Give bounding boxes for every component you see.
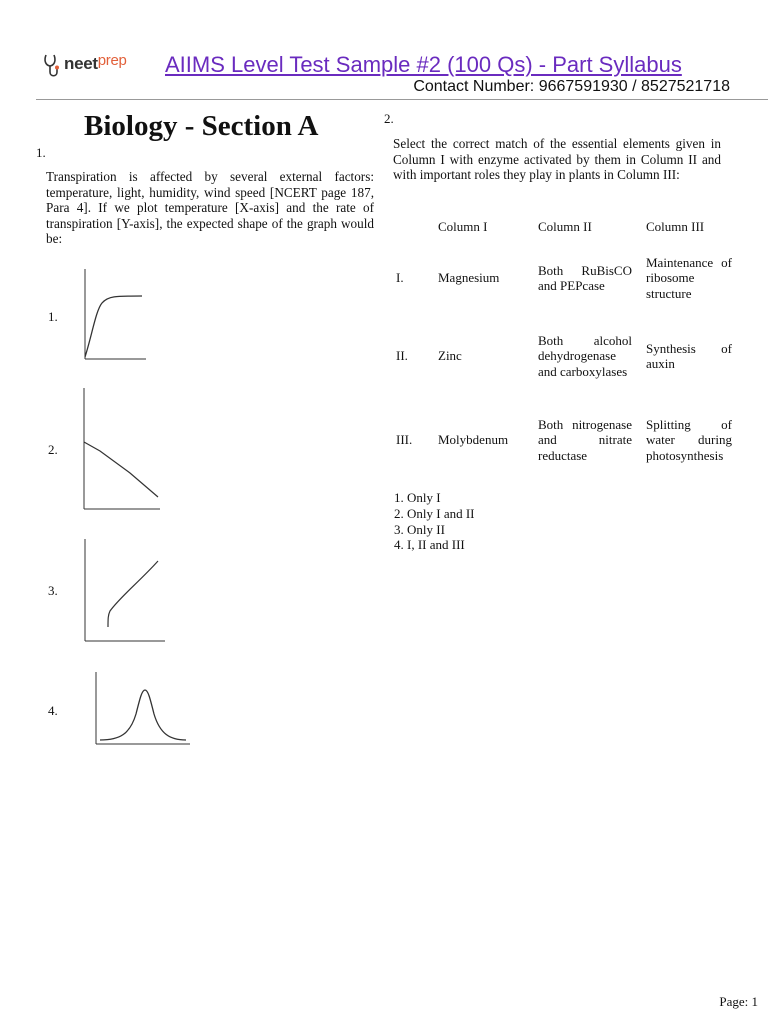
row-roman: I. — [396, 270, 404, 286]
header-divider — [36, 99, 768, 100]
row-element: Molybdenum — [438, 432, 509, 448]
table-header: Column II — [538, 219, 592, 235]
q2-option-3[interactable]: 3. Only II — [394, 521, 445, 537]
table-row — [396, 408, 732, 472]
q2-option-2[interactable]: 2. Only I and II — [394, 505, 475, 521]
test-title-link[interactable]: AIIMS Level Test Sample #2 (100 Qs) - Part Syllabus — [165, 52, 682, 77]
row-role: Splitting of water during photosynthesis — [646, 416, 732, 463]
row-roman: II. — [396, 348, 408, 364]
question-2-number: 2. — [384, 111, 394, 126]
contact-number: Contact Number: 9667591930 / 8527521718 — [413, 78, 730, 95]
q1-option-1-label[interactable]: 1. — [48, 309, 58, 324]
q1-option-2-label[interactable]: 2. — [48, 442, 58, 457]
stethoscope-icon — [42, 52, 64, 80]
q2-option-1[interactable]: 1. Only I — [394, 490, 441, 505]
q1-option-1-graph[interactable] — [80, 265, 150, 365]
q2-option-4[interactable]: 4. I, II and III — [394, 537, 465, 553]
row-enzyme: Both alcohol dehydrogenase and carboxylases — [538, 332, 632, 379]
q1-option-4-graph[interactable] — [90, 670, 195, 750]
table-header-row — [396, 214, 732, 240]
row-element: Zinc — [438, 348, 462, 364]
q1-option-3-graph[interactable] — [80, 535, 170, 645]
q1-option-3-label[interactable]: 3. — [48, 583, 58, 598]
table-header: Column I — [438, 219, 488, 235]
match-table — [396, 214, 732, 472]
question-2-text: Select the correct match of the essential elements given in Column I with enzyme activated by them in Column II and with important roles they play in plants in Column III: — [393, 136, 721, 182]
row-enzyme: Both nitrogenase and nitrate reductase — [538, 416, 632, 463]
row-role: Maintenance of ribosome structure — [646, 254, 732, 301]
q1-option-4-label[interactable]: 4. — [48, 703, 58, 718]
table-row — [396, 252, 732, 304]
q1-option-2-graph[interactable] — [80, 385, 165, 515]
neetprep-logo — [42, 52, 142, 80]
logo-text-neet: neet — [64, 54, 98, 73]
row-roman: III. — [396, 432, 413, 448]
table-header: Column III — [646, 219, 705, 235]
table-row — [396, 324, 732, 388]
section-title: Biology - Section A — [84, 110, 319, 142]
row-element: Magnesium — [438, 270, 500, 286]
question-1-text: Transpiration is affected by several external factors: temperature, light, humidity, wind speed [NCERT page 187, Para 4]. If we plot temperature [X-axis] and the rate of transpiration [Y-axis], the expected shape of the graph would be: — [46, 169, 374, 246]
question-1-number: 1. — [36, 145, 46, 160]
page-number: Page: 1 — [719, 994, 758, 1009]
logo-text-prep: prep — [97, 52, 127, 69]
row-role: Synthesis of auxin — [646, 340, 732, 371]
q2-options — [394, 490, 475, 553]
row-enzyme: Both RuBisCO and PEPcase — [538, 262, 632, 293]
